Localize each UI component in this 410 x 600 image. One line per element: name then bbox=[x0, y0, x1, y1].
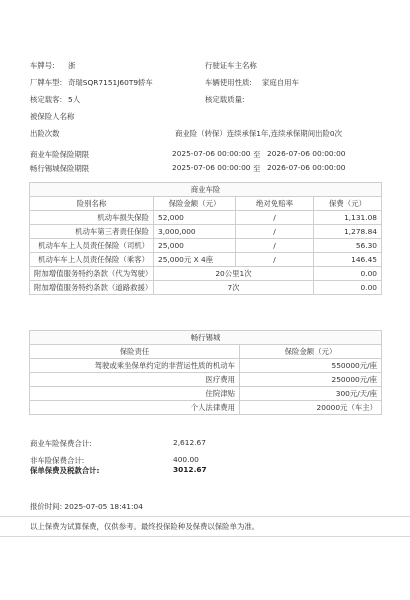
period-commercial-label: 商业车险保险期限 bbox=[30, 150, 90, 159]
xicheng-insurance-table bbox=[29, 330, 382, 415]
coverage-value: 7次 bbox=[154, 281, 314, 295]
period-xicheng-label: 畅行锡城保险期限 bbox=[30, 164, 90, 173]
grand-total-label: 保单保费及税款合计: bbox=[30, 466, 100, 475]
coverage-name: 机动车车上人员责任保险（乘客） bbox=[30, 253, 154, 267]
commercial-total-label: 商业车险保费合计: bbox=[30, 439, 92, 448]
table-row bbox=[30, 373, 382, 387]
coverage-amount: 25,000 bbox=[154, 239, 236, 253]
table-row bbox=[30, 211, 382, 225]
liability-amount: 300元/天/座 bbox=[240, 387, 382, 401]
liability-name: 医疗费用 bbox=[30, 373, 240, 387]
claims-label: 出险次数 bbox=[30, 129, 60, 138]
column-header: 绝对免赔率 bbox=[236, 197, 314, 211]
coverage-deductible: / bbox=[236, 239, 314, 253]
table-row bbox=[30, 267, 382, 281]
quote-time: 报价时间: 2025-07-05 18:41:04 bbox=[30, 502, 143, 511]
table-row bbox=[30, 253, 382, 267]
seats-label: 核定载客: bbox=[30, 95, 63, 104]
table-row bbox=[30, 359, 382, 373]
liability-amount: 20000元（车主） bbox=[240, 401, 382, 415]
coverage-premium: 146.45 bbox=[314, 253, 382, 267]
column-header: 保险责任 bbox=[30, 345, 240, 359]
coverage-amount: 3,000,000 bbox=[154, 225, 236, 239]
coverage-value: 20公里1次 bbox=[154, 267, 314, 281]
grand-total-value: 3012.67 bbox=[173, 465, 207, 474]
table-title: 畅行锡城 bbox=[30, 331, 382, 345]
period-xicheng-end: 2026-07-06 00:00:00 bbox=[267, 163, 346, 172]
table-row bbox=[30, 401, 382, 415]
divider bbox=[0, 516, 410, 517]
liability-name: 驾驶或乘坐保单约定的非营运性质的机动车 bbox=[30, 359, 240, 373]
liability-name: 住院津贴 bbox=[30, 387, 240, 401]
table-row bbox=[30, 225, 382, 239]
coverage-premium: 1,278.84 bbox=[314, 225, 382, 239]
plate-label: 车牌号: bbox=[30, 61, 55, 70]
coverage-deductible: / bbox=[236, 253, 314, 267]
noncar-total-value: 400.00 bbox=[173, 455, 199, 464]
noncar-total-label: 非车险保费合计: bbox=[30, 456, 85, 465]
plate-value: 浙 bbox=[68, 61, 76, 70]
coverage-name: 机动车车上人员责任保险（司机） bbox=[30, 239, 154, 253]
period-commercial-start: 2025-07-06 00:00:00 bbox=[172, 149, 251, 158]
coverage-deductible: / bbox=[236, 211, 314, 225]
coverage-premium: 0.00 bbox=[314, 267, 382, 281]
coverage-name: 附加增值服务特约条款（道路救援） bbox=[30, 281, 154, 295]
seats-value: 5人 bbox=[68, 95, 81, 104]
period-to: 至 bbox=[253, 150, 261, 159]
coverage-name: 机动车第三者责任保险 bbox=[30, 225, 154, 239]
column-header: 保险金额（元） bbox=[240, 345, 382, 359]
model-value: 奇瑞SQR7151J60T9轿车 bbox=[68, 78, 153, 87]
model-label: 厂牌车型: bbox=[30, 78, 63, 87]
period-xicheng-start: 2025-07-06 00:00:00 bbox=[172, 163, 251, 172]
owner-name-label: 行驶证车主名称 bbox=[205, 61, 257, 70]
column-header: 保费（元） bbox=[314, 197, 382, 211]
coverage-amount: 52,000 bbox=[154, 211, 236, 225]
table-row bbox=[30, 239, 382, 253]
coverage-name: 机动车损失保险 bbox=[30, 211, 154, 225]
insured-name-label: 被保险人名称 bbox=[30, 112, 75, 121]
commercial-insurance-table bbox=[29, 182, 382, 295]
liability-amount: 550000元/座 bbox=[240, 359, 382, 373]
coverage-deductible: / bbox=[236, 225, 314, 239]
period-commercial-end: 2026-07-06 00:00:00 bbox=[267, 149, 346, 158]
coverage-premium: 0.00 bbox=[314, 281, 382, 295]
coverage-name: 附加增值服务特约条款（代为驾驶） bbox=[30, 267, 154, 281]
liability-amount: 250000元/座 bbox=[240, 373, 382, 387]
table-row bbox=[30, 387, 382, 401]
weight-label: 核定载质量: bbox=[205, 95, 245, 104]
usage-value: 家庭自用车 bbox=[262, 78, 299, 87]
coverage-amount: 25,000元 X 4座 bbox=[154, 253, 236, 267]
divider bbox=[0, 536, 410, 537]
table-title: 商业车险 bbox=[30, 183, 382, 197]
coverage-premium: 56.30 bbox=[314, 239, 382, 253]
period-to: 至 bbox=[253, 164, 261, 173]
usage-label: 车辆使用性质: bbox=[205, 78, 252, 87]
table-row bbox=[30, 281, 382, 295]
column-header: 险别名称 bbox=[30, 197, 154, 211]
commercial-total-value: 2,612.67 bbox=[173, 438, 206, 447]
liability-name: 个人法律费用 bbox=[30, 401, 240, 415]
disclaimer-note: 以上保费为试算保费，仅供参考。最终投保险种及保费以保险单为准。 bbox=[30, 522, 260, 531]
claims-value: 商业险（转保）连续承保1年,连续承保期间出险0次 bbox=[175, 129, 342, 138]
coverage-premium: 1,131.08 bbox=[314, 211, 382, 225]
column-header: 保险金额（元） bbox=[154, 197, 236, 211]
